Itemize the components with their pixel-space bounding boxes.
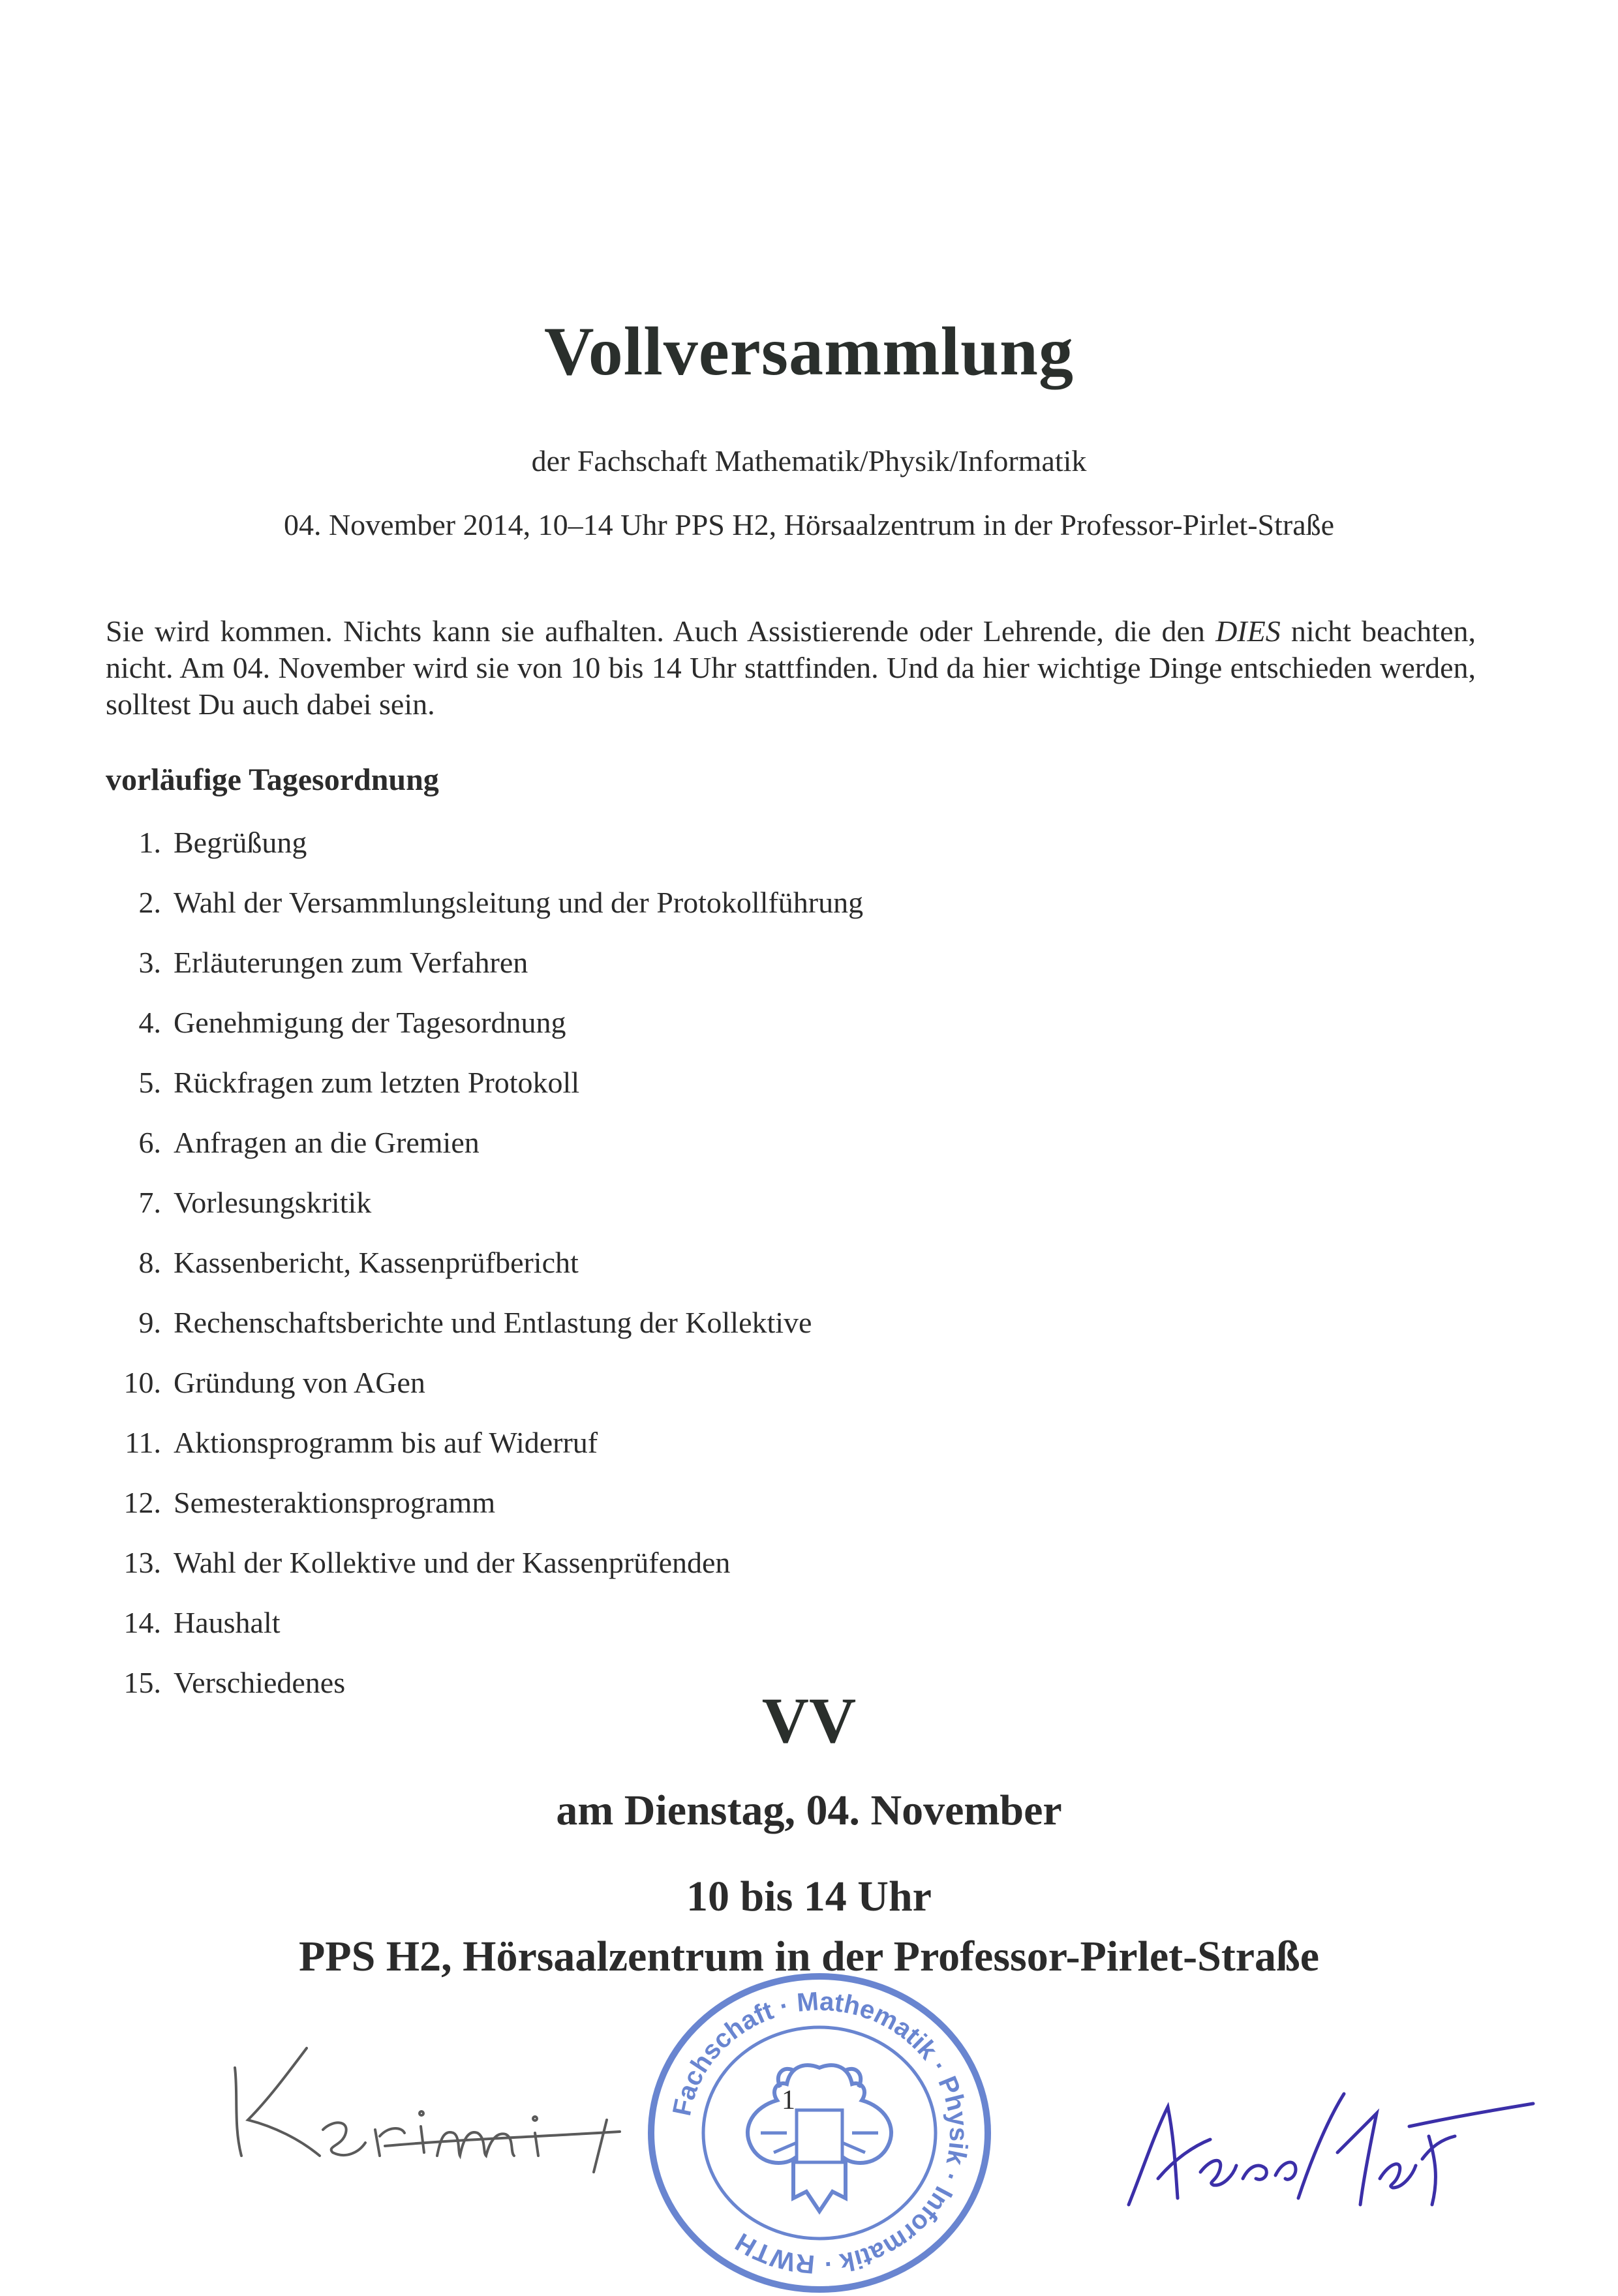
official-stamp [643, 1970, 996, 2296]
announcement-abbr: VV [761, 1684, 857, 1757]
agenda-heading: vorläufige Tagesordnung [106, 763, 439, 797]
signature-left [209, 2022, 665, 2179]
agenda-item-number: 15. [123, 1666, 161, 1699]
agenda-item-number: 8. [138, 1246, 161, 1279]
intro-text-part1: Sie wird kommen. Nichts kann sie aufhalten. Auch Assistierende oder Lehrende, die den [106, 614, 1216, 648]
agenda-item-number: 7. [138, 1186, 161, 1219]
agenda-item-text: Aktionsprogramm bis auf Widerruf [174, 1426, 598, 1459]
eagle-emblem-icon [748, 2065, 891, 2211]
agenda-item-number: 9. [138, 1306, 161, 1339]
agenda-item-number: 14. [123, 1606, 161, 1639]
agenda-item [0, 1485, 1618, 1545]
agenda-item-text: Wahl der Versammlungsleitung und der Protokollführung [174, 886, 864, 919]
agenda-item-number: 13. [123, 1546, 161, 1579]
agenda-item-number: 4. [138, 1006, 161, 1039]
agenda-item-number: 6. [138, 1126, 161, 1159]
announcement-time: 10 bis 14 Uhr [686, 1873, 932, 1920]
agenda-item-number: 3. [138, 946, 161, 979]
page-number: 1 [782, 2085, 795, 2115]
agenda-item-text: Rückfragen zum letzten Protokoll [174, 1066, 580, 1099]
agenda-item [0, 1065, 1618, 1125]
agenda-item-text: Verschiedenes [174, 1666, 346, 1699]
agenda-item [0, 1185, 1618, 1245]
agenda-item [0, 1245, 1618, 1305]
agenda-item [0, 824, 1618, 884]
document-title: Vollversammlung [543, 313, 1075, 389]
agenda-item-number: 1. [138, 826, 161, 859]
agenda-item-number: 11. [125, 1426, 161, 1459]
agenda-item [0, 1125, 1618, 1185]
agenda-item-text: Semesteraktionsprogramm [174, 1486, 496, 1519]
document-meta-line: 04. November 2014, 10–14 Uhr PPS H2, Hörsaalzentrum in der Professor-Pirlet-Straße [283, 508, 1335, 541]
document-subtitle: der Fachschaft Mathematik/Physik/Informatik [531, 444, 1087, 477]
agenda-item [0, 1365, 1618, 1425]
agenda-item [0, 884, 1618, 944]
agenda-item-text: Begrüßung [174, 826, 307, 859]
intro-emphasis: DIES [1215, 614, 1281, 648]
agenda-item [0, 1305, 1618, 1365]
agenda-item-text: Gründung von AGen [174, 1366, 425, 1399]
agenda-item-text: Rechenschaftsberichte und Entlastung der Kollektive [174, 1306, 812, 1339]
agenda-item-text: Haushalt [174, 1606, 281, 1639]
agenda-item [0, 1004, 1618, 1065]
stamp-ring-text: Fachschaft · Mathematik · Physik · Informatik · RWTH [667, 1987, 973, 2279]
agenda-item [0, 1425, 1618, 1485]
signature-right [1103, 2048, 1546, 2218]
agenda-item-number: 5. [138, 1066, 161, 1099]
intro-paragraph [106, 613, 1476, 723]
agenda-item [0, 1605, 1618, 1665]
agenda-item-text: Vorlesungskritik [174, 1186, 372, 1219]
agenda-item-text: Erläuterungen zum Verfahren [174, 946, 528, 979]
agenda-item-number: 10. [123, 1366, 161, 1399]
agenda-item [0, 1545, 1618, 1605]
agenda-item-text: Wahl der Kollektive und der Kassenprüfenden [174, 1546, 731, 1579]
announcement-date: am Dienstag, 04. November [556, 1787, 1062, 1834]
agenda-item-number: 12. [123, 1486, 161, 1519]
agenda-item-text: Kassenbericht, Kassenprüfbericht [174, 1246, 579, 1279]
agenda-item-number: 2. [138, 886, 161, 919]
stamp-inner-ring [703, 2027, 936, 2239]
announcement-place: PPS H2, Hörsaalzentrum in der Professor-Pirlet-Straße [298, 1933, 1320, 1980]
agenda-item [0, 944, 1618, 1004]
agenda-item-text: Anfragen an die Gremien [174, 1126, 480, 1159]
intro-text-part2: nicht beachten, nicht. Am 04. November wird sie von 10 bis 14 Uhr stattfinden. Und da hier wichtige Dinge entschieden werden, solltest Du auch dabei sein. [106, 614, 1476, 721]
agenda-item-text: Genehmigung der Tagesordnung [174, 1006, 566, 1039]
agenda-list [0, 824, 1618, 1725]
stamp-outer-ring [651, 1976, 988, 2289]
